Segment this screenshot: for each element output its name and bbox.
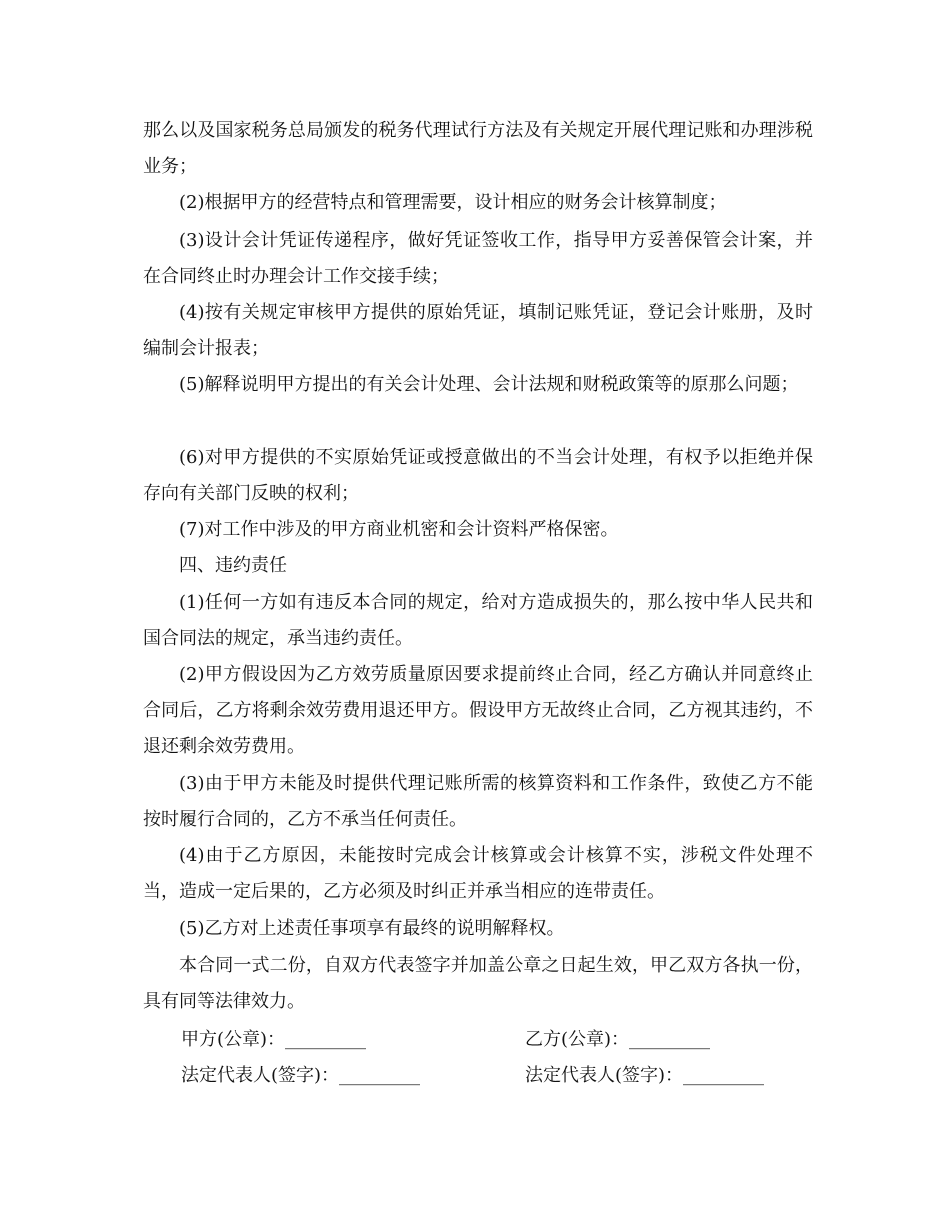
party-a-representative-line: 法定代表人(签字)：_________ <box>181 1065 421 1086</box>
party-a-seal-line: 甲方(公章)：_________ <box>181 1029 367 1050</box>
paragraph-breach-1: (1)任何一方如有违反本合同的规定，给对方造成损失的，那么按中华人民共和国合同法的规定，承当违约责任。 <box>143 592 813 649</box>
paragraph-breach-4: (4)由于乙方原因，未能按时完成会计核算或会计核算不实，涉税文件处理不当，造成一定后果的，乙方必须及时纠正并承当相应的连带责任。 <box>143 845 813 902</box>
paragraph-breach-5: (5)乙方对上述责任事项享有最终的说明解释权。 <box>179 918 565 939</box>
paragraph-breach-3: (3)由于甲方未能及时提供代理记账所需的核算资料和工作条件，致使乙方不能按时履行合同的，乙方不承当任何责任。 <box>143 773 813 830</box>
paragraph-breach-2: (2)甲方假设因为乙方效劳质量原因要求提前终止合同，经乙方确认并同意终止合同后，乙方将剩余效劳费用退还甲方。假设甲方无故终止合同，乙方视其违约，不退还剩余效劳费用。 <box>143 664 813 757</box>
paragraph-clause-7: (7)对工作中涉及的甲方商业机密和会计资料严格保密。 <box>179 519 619 540</box>
section-heading-breach: 四、违约责任 <box>179 555 287 576</box>
party-b-seal-line: 乙方(公章)：_________ <box>525 1029 711 1050</box>
paragraph-clause-3: (3)设计会计凭证传递程序，做好凭证签收工作，指导甲方妥善保管会计案，并在合同终止时办理会计工作交接手续； <box>143 230 813 287</box>
party-b-representative-line: 法定代表人(签字)：_________ <box>525 1065 765 1086</box>
paragraph-effectiveness: 本合同一式二份，自双方代表签字并加盖公章之日起生效，甲乙双方各执一份，具有同等法律效力。 <box>143 955 813 1012</box>
paragraph-clause-4: (4)按有关规定审核甲方提供的原始凭证，填制记账凭证，登记会计账册，及时编制会计报表； <box>143 302 813 359</box>
paragraph-continuation: 那么以及国家税务总局颁发的税务代理试行方法及有关规定开展代理记账和办理涉税业务； <box>143 120 813 177</box>
paragraph-clause-5: (5)解释说明甲方提出的有关会计处理、会计法规和财税政策等的原那么问题； <box>179 374 799 395</box>
paragraph-clause-6: (6)对甲方提供的不实原始凭证或授意做出的不当会计处理，有权予以拒绝并保存向有关部门反映的权利； <box>143 447 813 504</box>
paragraph-clause-2: (2)根据甲方的经营特点和管理需要，设计相应的财务会计核算制度； <box>179 192 727 213</box>
